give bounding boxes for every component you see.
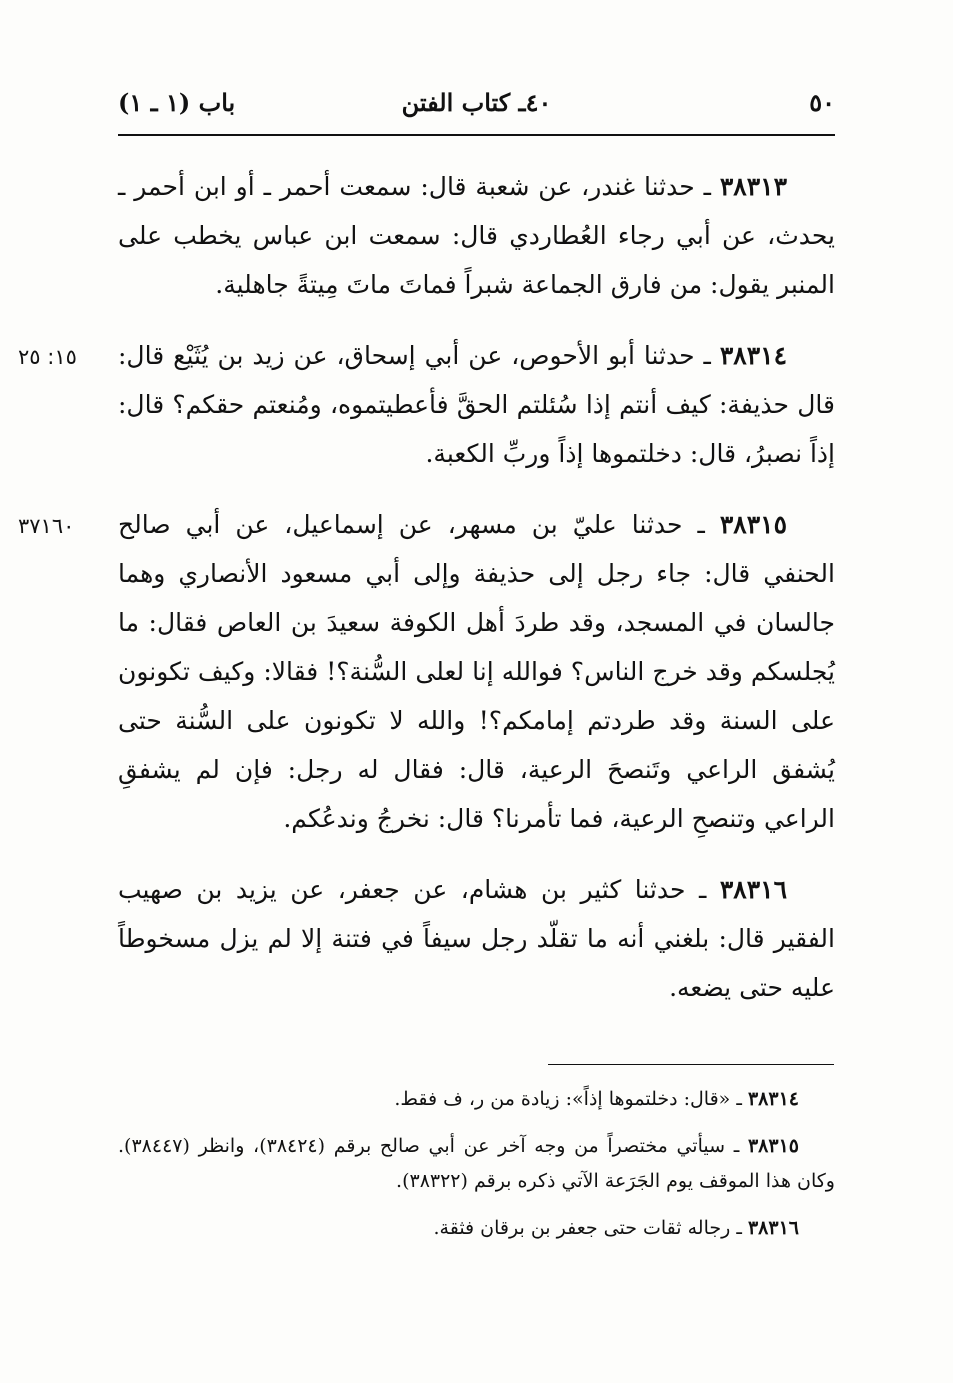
footnote-number: ٣٨٣١٤ <box>747 1088 799 1110</box>
margin-reference: ٣٧١٦٠ <box>18 514 75 538</box>
hadith-38316 <box>118 865 835 1012</box>
footnote-text: ـ سيأتي مختصراً من وجه آخر عن أبي صالح برقم (٣٨٤٢٤)، وانظر (٣٨٤٤٧). وكان هذا الموقف يوم الجَرَعة الآتي ذكره برقم (٣٨٣٢٢). <box>118 1135 835 1192</box>
hadith-number: ٣٨٣١٥ <box>719 510 787 539</box>
hadith-number: ٣٨٣١٤ <box>719 341 787 370</box>
page-number: ٥٠ <box>809 88 835 117</box>
hadith-38313 <box>118 162 835 309</box>
hadith-38314 <box>18 331 835 478</box>
footnote-text: ـ رجاله ثقات حتى جعفر بن برقان فثقة. <box>433 1217 742 1239</box>
hadith-number: ٣٨٣١٣ <box>719 172 787 201</box>
hadith-text: ـ حدثنا عليّ بن مسهر، عن إسماعيل، عن أبي صالح الحنفي قال: جاء رجل إلى حذيفة وإلى أبي مسعود الأنصاري وهما جالسان في المسجد، وقد طردَ أهل الكوفة سعيدَ بن العاص فقال: ما يُجلسكم وقد خرج الناس؟ فوالله إنا لعلى السُّنة؟! فقالا: وكيف تكونون على السنة وقد طردتم إمامكم؟! والله لا تكونون على السُّنة حتى يُشفق الراعي وتَنصحَ الرعية، قال: فقال له رجل: فإن لم يشفقِ الراعي وتنصحِ الرعية، فما تأمرنا؟ قال: نخرجُ وندعُكم. <box>118 510 835 833</box>
margin-reference: ١٥: ٢٥ <box>18 345 77 369</box>
footnote-divider <box>548 1064 834 1065</box>
hadith-number: ٣٨٣١٦ <box>719 875 787 904</box>
hadith-38315 <box>18 500 835 843</box>
header-divider <box>118 134 835 136</box>
main-text <box>18 162 835 1034</box>
page-header <box>118 86 835 126</box>
chapter-label: باب (١ ـ ١) <box>118 88 236 117</box>
footnotes <box>118 1082 835 1258</box>
hadith-text: ـ حدثنا كثير بن هشام، عن جعفر، عن يزيد بن صهيب الفقير قال: بلغني أنه ما تقلّد رجل سيفاً في فتنة إلا لم يزل مسخوطاً عليه حتى يضعه. <box>118 875 835 1002</box>
footnote-38316 <box>118 1211 835 1246</box>
hadith-text: ـ حدثنا غندر، عن شعبة قال: سمعت أحمر ـ أو ابن أحمر ـ يحدث، عن أبي رجاء العُطاردي قال: سمعت ابن عباس يخطب على المنبر يقول: من فارق الجماعة شبراً فماتَ ماتَ مِيتةً جاهلية. <box>118 172 835 299</box>
book-title: ٤٠ـ كتاب الفتن <box>401 88 552 117</box>
footnote-38314 <box>118 1082 835 1117</box>
hadith-text: ـ حدثنا أبو الأحوص، عن أبي إسحاق، عن زيد بن يُثَيْع قال: قال حذيفة: كيف أنتم إذا سُئلتم الحقَّ فأعطيتموه، ومُنعتم حقكم؟ قال: إذاً نصبرُ، قال: دخلتموها إذاً وربِّ الكعبة. <box>118 341 835 468</box>
footnote-text: ـ «قال: دخلتموها إذاً»: زيادة من ر، ف فقط. <box>394 1088 742 1110</box>
footnote-number: ٣٨٣١٦ <box>747 1217 799 1239</box>
footnote-38315 <box>118 1129 835 1199</box>
footnote-number: ٣٨٣١٥ <box>747 1135 799 1157</box>
